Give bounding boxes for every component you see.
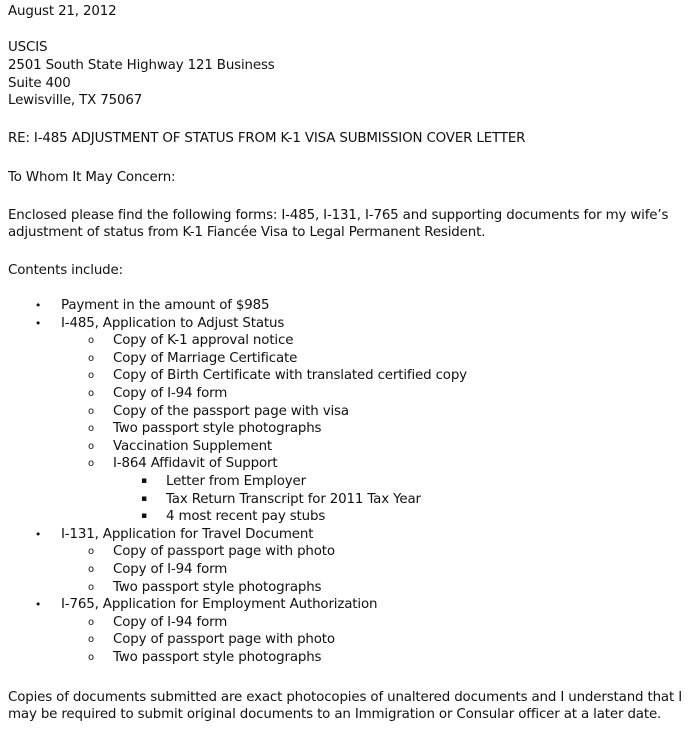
list-item-level-3: Tax Return Transcript for 2011 Tax Year xyxy=(166,491,421,507)
bullet-marker-level-2: o xyxy=(88,564,94,575)
bullet-marker-level-2: o xyxy=(88,352,94,364)
list-item-level-3: Letter from Employer xyxy=(166,474,306,489)
letter-date: August 21, 2012 xyxy=(8,4,117,19)
list-item-level-1: I-765, Application for Employment Authorization xyxy=(61,597,378,613)
list-item-level-2: Copy of Birth Certificate with translated certified copy xyxy=(113,368,467,384)
bullet-marker-level-3: ▪ xyxy=(141,511,147,522)
bullet-marker-level-2: o xyxy=(88,546,94,558)
bullet-marker-level-2: o xyxy=(88,652,94,663)
bullet-marker-level-1: • xyxy=(34,527,42,541)
contents-heading: Contents include: xyxy=(8,263,123,278)
list-item-level-2: Copy of K-1 approval notice xyxy=(113,333,294,349)
intro-line: Enclosed please find the following forms: I-485, I-131, I-765 and supporting documents for my wife’s xyxy=(8,208,669,223)
bullet-marker-level-2: o xyxy=(88,335,94,347)
recipient-suite: Suite 400 xyxy=(8,76,71,91)
list-item-level-2: Two passport style photographs xyxy=(113,421,322,437)
recipient-street: 2501 South State Highway 121 Business xyxy=(8,58,275,73)
list-item-level-1: I-485, Application to Adjust Status xyxy=(61,315,285,331)
list-item-level-2: Copy of I-94 form xyxy=(113,562,228,577)
bullet-marker-level-2: o xyxy=(88,581,94,593)
list-item-level-1: I-131, Application for Travel Document xyxy=(61,526,314,542)
list-item-level-2: Copy of passport page with photo xyxy=(113,632,335,648)
closing-line: Copies of documents submitted are exact photocopies of unaltered documents and I understand that I xyxy=(8,690,682,705)
bullet-marker-level-3: ▪ xyxy=(141,476,147,486)
bullet-marker-level-2: o xyxy=(88,370,94,382)
subject-line: RE: I-485 ADJUSTMENT OF STATUS FROM K-1 VISA SUBMISSION COVER LETTER xyxy=(8,131,526,146)
closing-line: may be required to submit original documents to an Immigration or Consular officer at a later date. xyxy=(8,707,662,722)
list-item-level-2: Copy of passport page with photo xyxy=(113,544,335,560)
list-item-level-2: Copy of the passport page with visa xyxy=(113,403,349,419)
bullet-marker-level-1: • xyxy=(34,316,42,330)
list-item-level-1: Payment in the amount of $985 xyxy=(61,298,270,313)
salutation: To Whom It May Concern: xyxy=(8,170,176,185)
recipient-name: USCIS xyxy=(8,40,48,55)
recipient-city-state-zip: Lewisville, TX 75067 xyxy=(8,93,143,108)
bullet-marker-level-2: o xyxy=(88,423,94,435)
bullet-marker-level-2: o xyxy=(88,405,94,417)
bullet-marker-level-2: o xyxy=(88,458,94,470)
intro-line: adjustment of status from K-1 Fiancée Visa to Legal Permanent Resident. xyxy=(8,225,486,240)
list-item-level-2: Two passport style photographs xyxy=(113,579,322,595)
list-item-level-2: Copy of I-94 form xyxy=(113,386,228,401)
bullet-marker-level-2: o xyxy=(88,634,94,646)
list-item-level-2: Two passport style photographs xyxy=(113,650,322,665)
bullet-marker-level-3: ▪ xyxy=(141,493,147,504)
bullet-marker-level-1: • xyxy=(34,598,42,612)
bullet-marker-level-2: o xyxy=(88,616,94,628)
bullet-marker-level-1: • xyxy=(34,299,42,312)
list-item-level-2: Vaccination Supplement xyxy=(113,438,273,454)
list-item-level-2: I-864 Affidavit of Support xyxy=(113,456,278,472)
bullet-marker-level-2: o xyxy=(88,440,94,452)
bullet-marker-level-2: o xyxy=(88,388,94,399)
list-item-level-2: Copy of I-94 form xyxy=(113,614,228,630)
list-item-level-2: Copy of Marriage Certificate xyxy=(113,350,298,366)
list-item-level-3: 4 most recent pay stubs xyxy=(166,509,326,525)
